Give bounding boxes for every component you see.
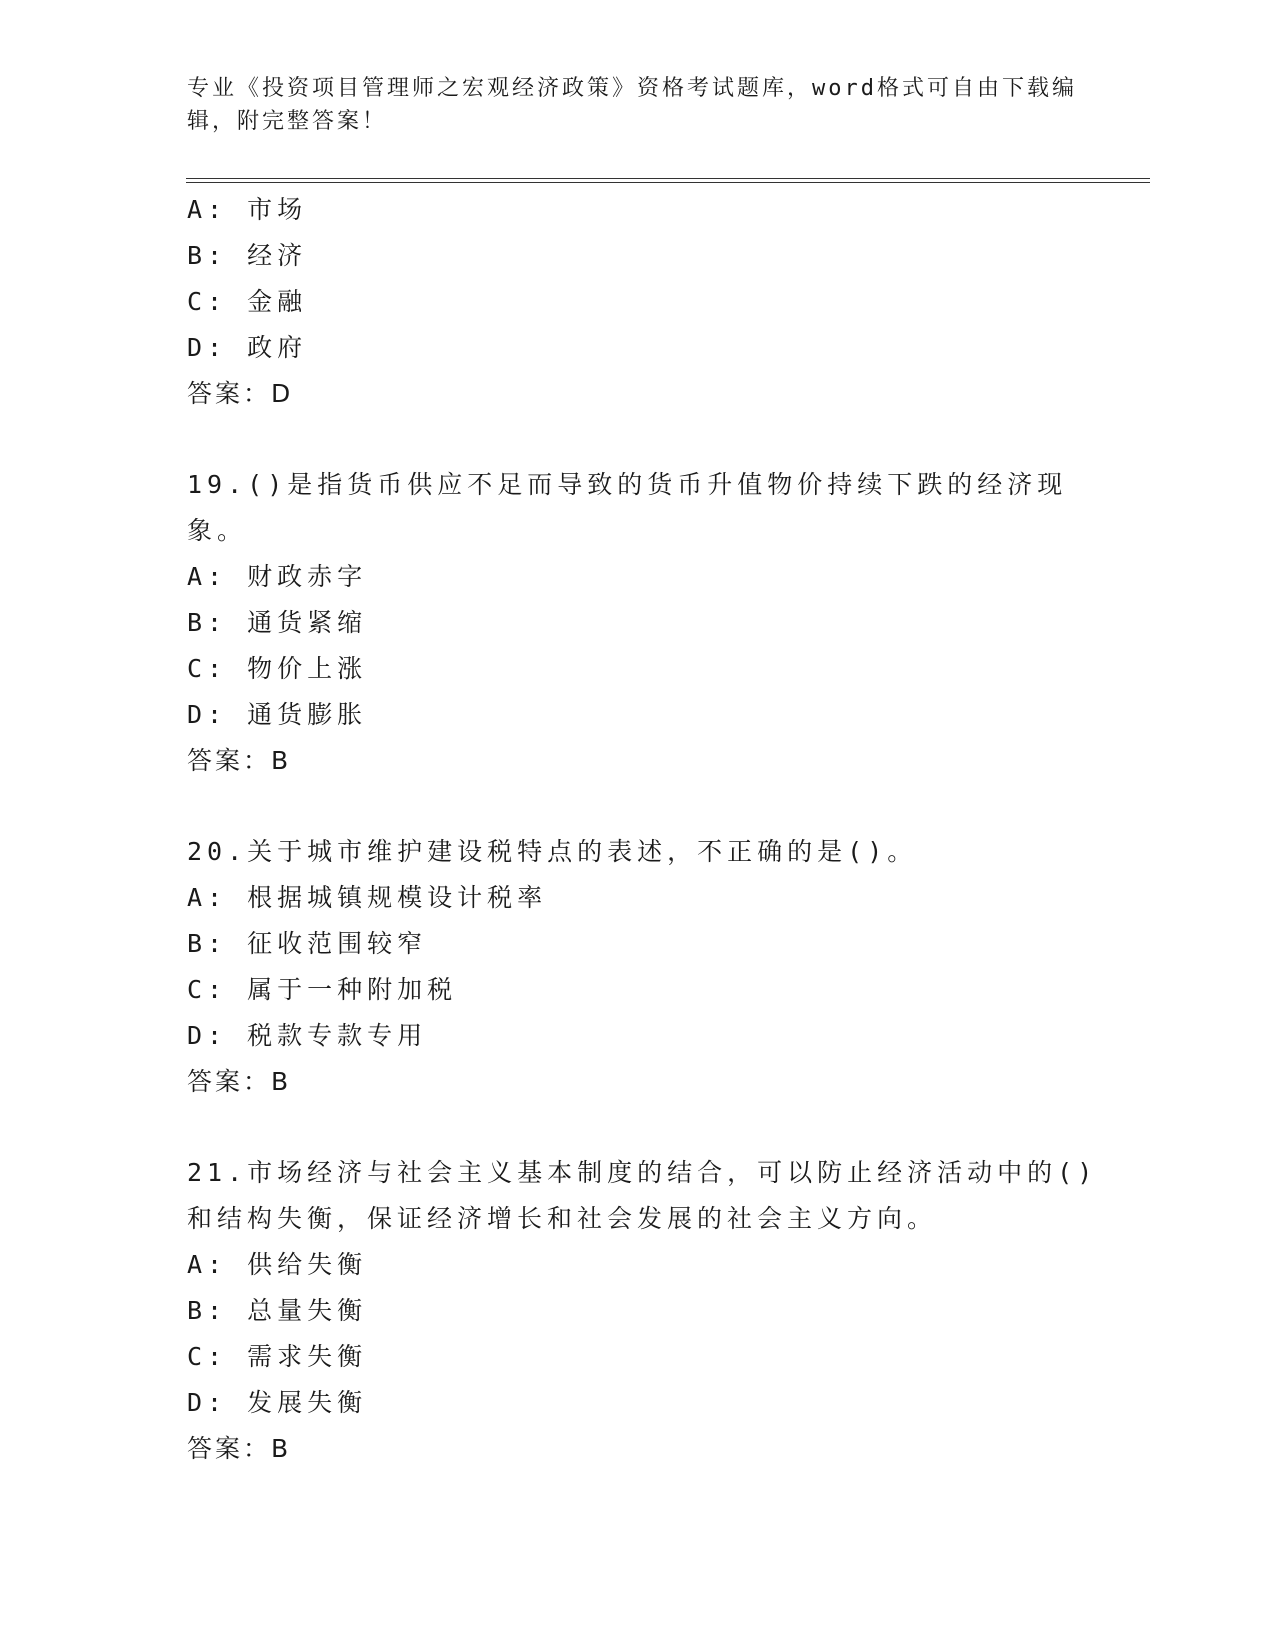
question-list xyxy=(187,187,1107,1472)
header-divider-second xyxy=(186,182,1150,183)
answer: 答案：D xyxy=(187,379,294,408)
document-header: 专业《投资项目管理师之宏观经济政策》资格考试题库，word格式可自由下载编辑，附完整答案！ xyxy=(187,76,1077,134)
option-d: D: 政府 xyxy=(187,333,308,362)
option-b: B: 总量失衡 xyxy=(187,1296,368,1325)
option-a: A: 根据城镇规模设计税率 xyxy=(187,883,548,912)
question-block xyxy=(187,187,1107,417)
question-block xyxy=(187,462,1107,784)
question-text: 20.关于城市维护建设税特点的表述，不正确的是()。 xyxy=(187,837,918,866)
option-d: D: 发展失衡 xyxy=(187,1388,368,1417)
option-c: C: 属于一种附加税 xyxy=(187,975,458,1004)
question-text: 21.市场经济与社会主义基本制度的结合，可以防止经济活动中的()和结构失衡，保证经济增长和社会发展的社会主义方向。 xyxy=(187,1158,1098,1233)
option-c: C: 物价上涨 xyxy=(187,654,368,683)
question-block xyxy=(187,829,1107,1105)
option-b: B: 经济 xyxy=(187,241,308,270)
option-b: B: 征收范围较窄 xyxy=(187,929,428,958)
option-c: C: 金融 xyxy=(187,287,308,316)
header-divider xyxy=(186,178,1150,179)
option-b: B: 通货紧缩 xyxy=(187,608,368,637)
answer: 答案：B xyxy=(187,746,292,775)
option-a: A: 财政赤字 xyxy=(187,562,368,591)
option-d: D: 税款专款专用 xyxy=(187,1021,428,1050)
question-text: 19.()是指货币供应不足而导致的货币升值物价持续下跌的经济现象。 xyxy=(187,470,1068,545)
answer: 答案：B xyxy=(187,1434,292,1463)
option-c: C: 需求失衡 xyxy=(187,1342,368,1371)
option-a: A: 市场 xyxy=(187,195,308,224)
option-a: A: 供给失衡 xyxy=(187,1250,368,1279)
option-d: D: 通货膨胀 xyxy=(187,700,368,729)
answer: 答案：B xyxy=(187,1067,292,1096)
question-block xyxy=(187,1150,1107,1472)
